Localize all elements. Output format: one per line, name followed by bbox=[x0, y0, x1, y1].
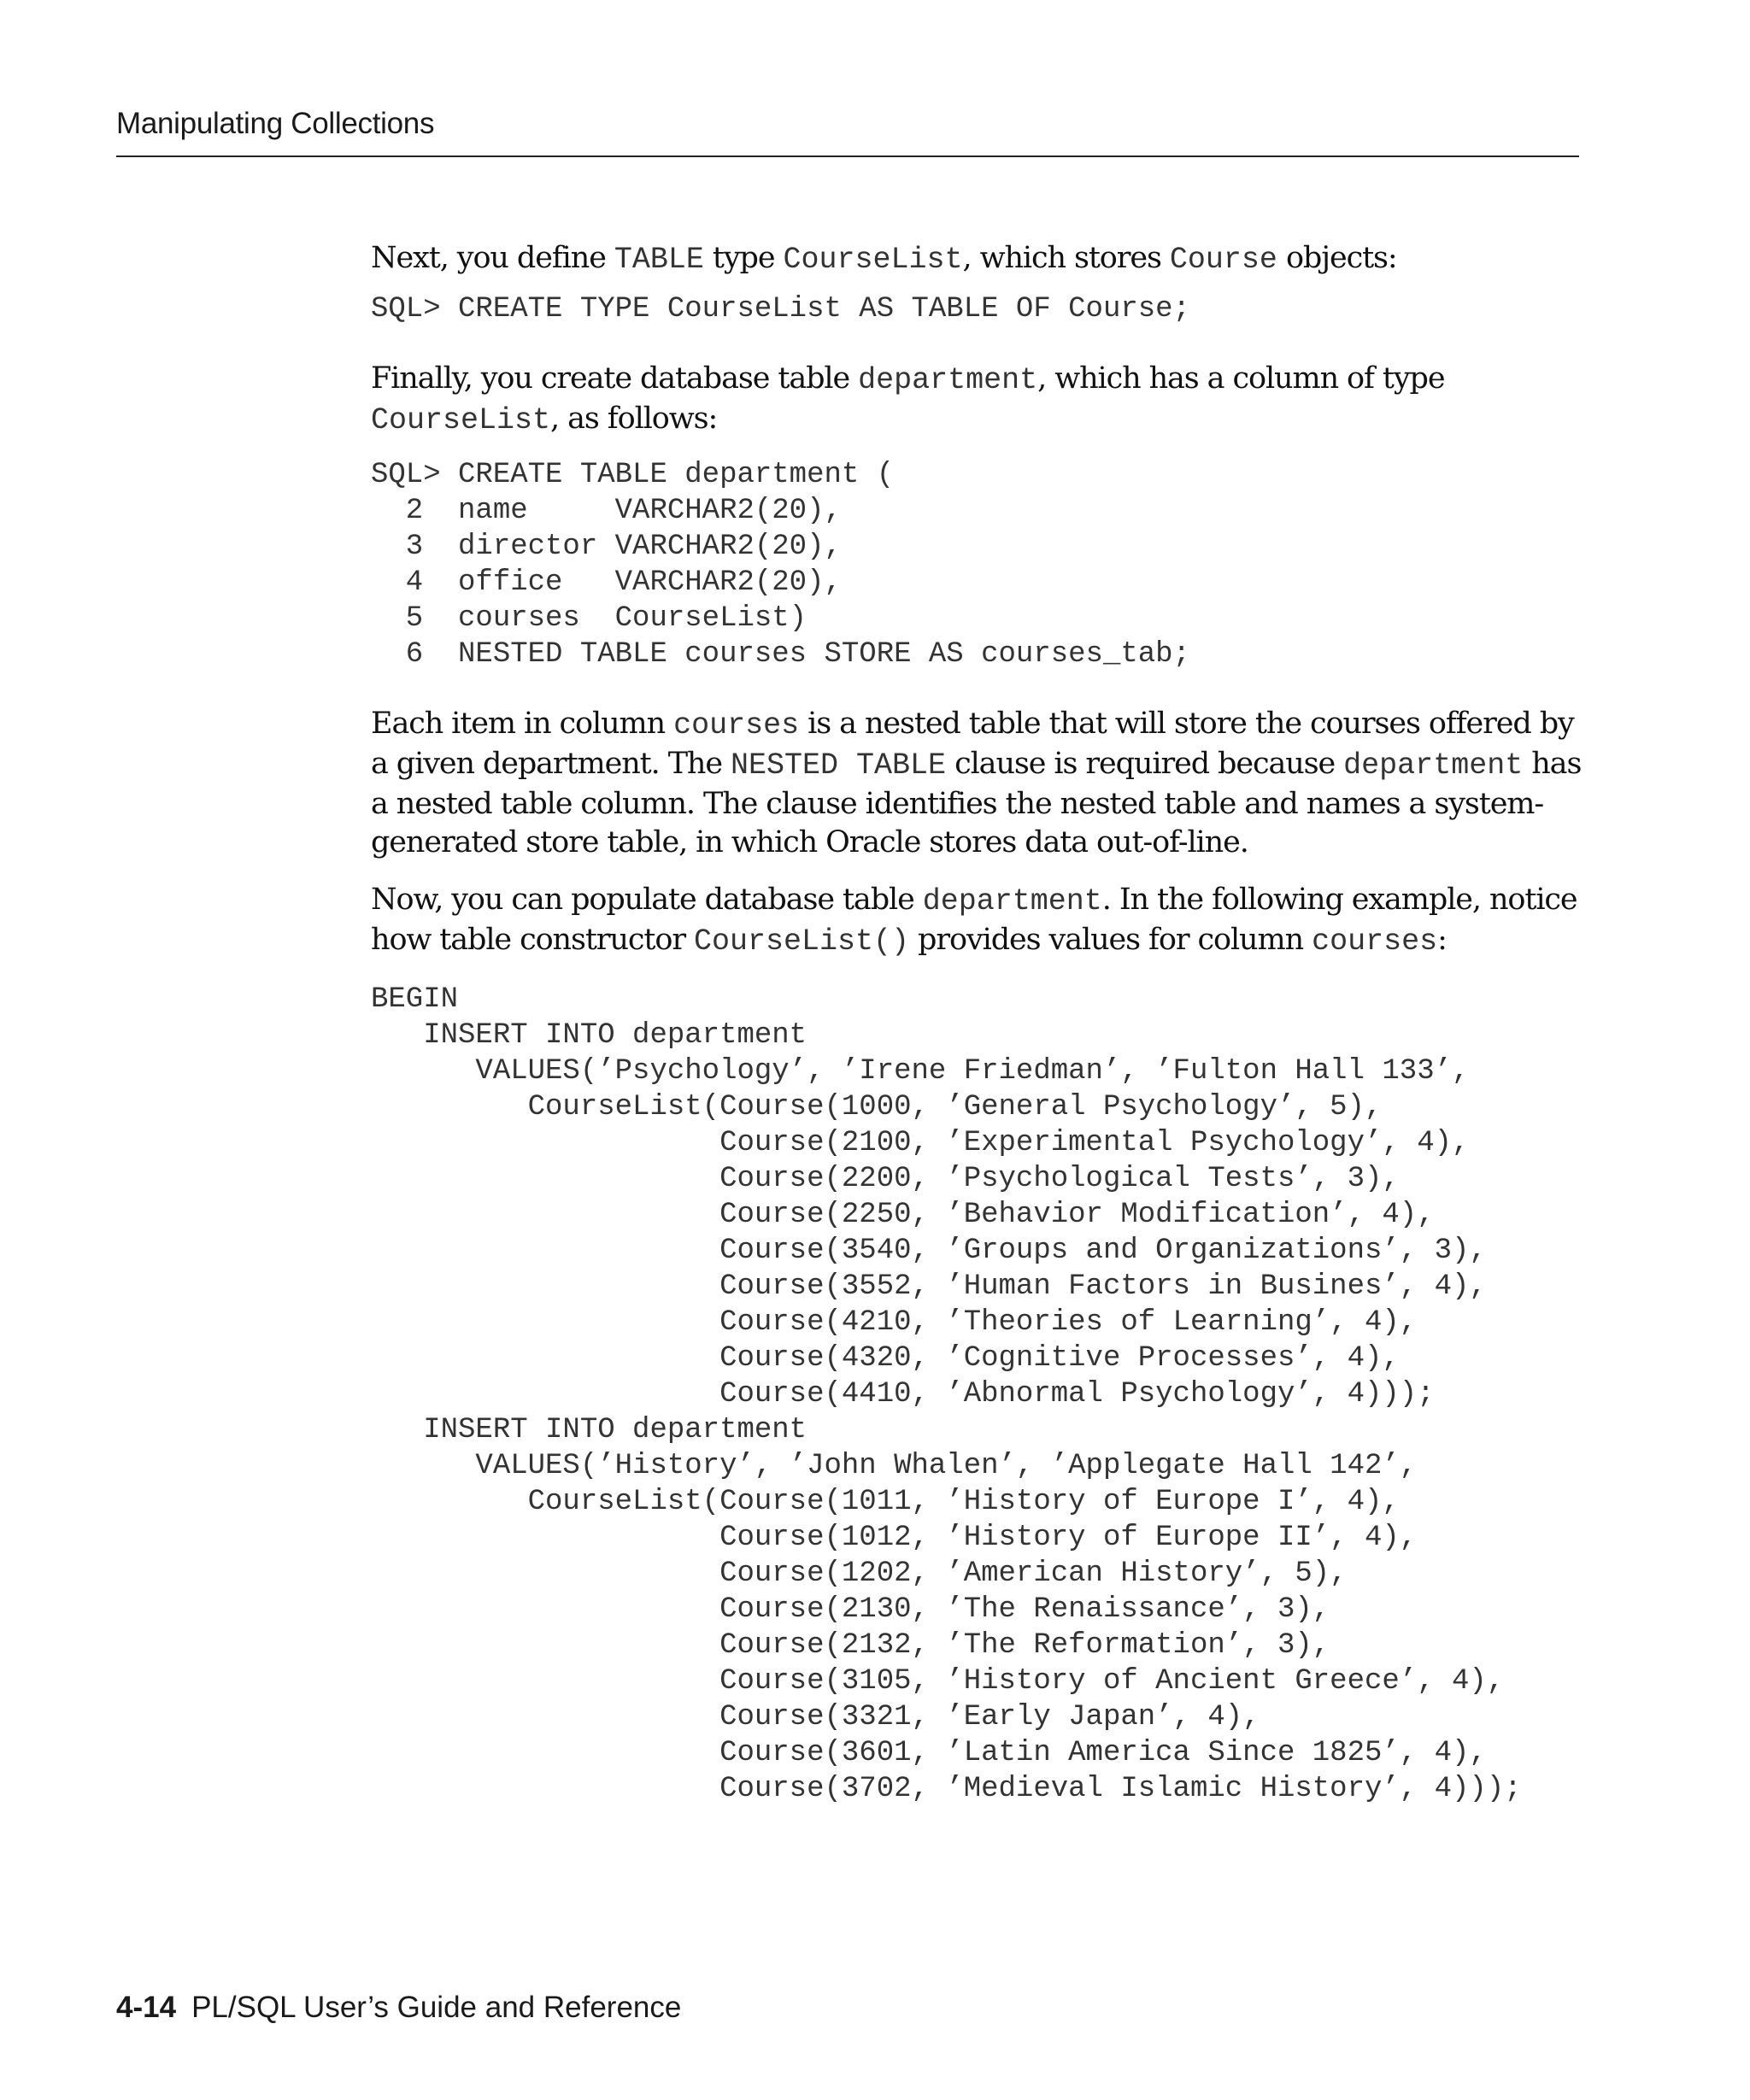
paragraph-populate-table: Now, you can populate database table department. In the following example, notice how table constructor CourseList() provides values for column courses: bbox=[371, 883, 1577, 959]
code-block-create-table: SQL> CREATE TABLE department ( 2 name VARCHAR2(20), 3 director VARCHAR2(20), 4 office VARCHAR2(20), 5 courses CourseList) 6 NESTED TABLE courses STORE AS courses_tab; bbox=[371, 459, 1190, 671]
paragraph-create-department: Finally, you create database table department, which has a column of type CourseList, as follows: bbox=[371, 361, 1445, 437]
code-block-insert-statements: BEGIN INSERT INTO department VALUES(’Psychology’, ’Irene Friedman’, ’Fulton Hall 133’, CourseList(Course(1000, ’General Psychology’, 5), Course(2100, ’Experimental Psychology’, 4), Course(2200, ’Psychological Tests’, 3), Course(2250, ’Behavior Modification’, 4), Course(3540, ’Groups and Organizations’, 3), Course(3552, ’Human Factors in Busines’, 4), Course(4210, ’Theories of Learning’, 4), Course(4320, ’Cognitive Processes’, 4), Course(4410, ’Abnormal Psychology’, 4))); INSERT INTO department VALUES(’History’, ’John Whalen’, ’Applegate Hall 142’, CourseList(Course(1011, ’History of Europe I’, 4), Course(1012, ’History of Europe II’, 4), Course(1202, ’American History’, 5), Course(2130, ’The Renaissance’, 3), Course(2132, ’The Reformation’, 3), Course(3105, ’History of Ancient Greece’, 4), Course(3321, ’Early Japan’, 4), Course(3601, ’Latin America Since 1825’, 4), Course(3702, ’Medieval Islamic History’, 4))); bbox=[371, 983, 1522, 1805]
code-block-create-type: SQL> CREATE TYPE CourseList AS TABLE OF Course; bbox=[371, 293, 1190, 326]
book-title: PL/SQL User’s Guide and Reference bbox=[191, 1991, 682, 2024]
header-divider bbox=[116, 155, 1579, 157]
paragraph-nested-table-explanation: Each item in column courses is a nested table that will store the courses offered by a given department. The NESTED TABLE clause is required because department has a nested table column. The clause identifies the nested table and names a system-generated store table, in which Oracle stores data out-of-line. bbox=[371, 707, 1582, 859]
page-body bbox=[371, 239, 1584, 1807]
paragraph-define-table-type: Next, you define TABLE type CourseList, which stores Course objects: bbox=[371, 241, 1397, 277]
running-header: Manipulating Collections bbox=[116, 107, 435, 140]
page-number: 4-14 bbox=[116, 1991, 177, 2024]
page-footer bbox=[116, 1991, 681, 2025]
